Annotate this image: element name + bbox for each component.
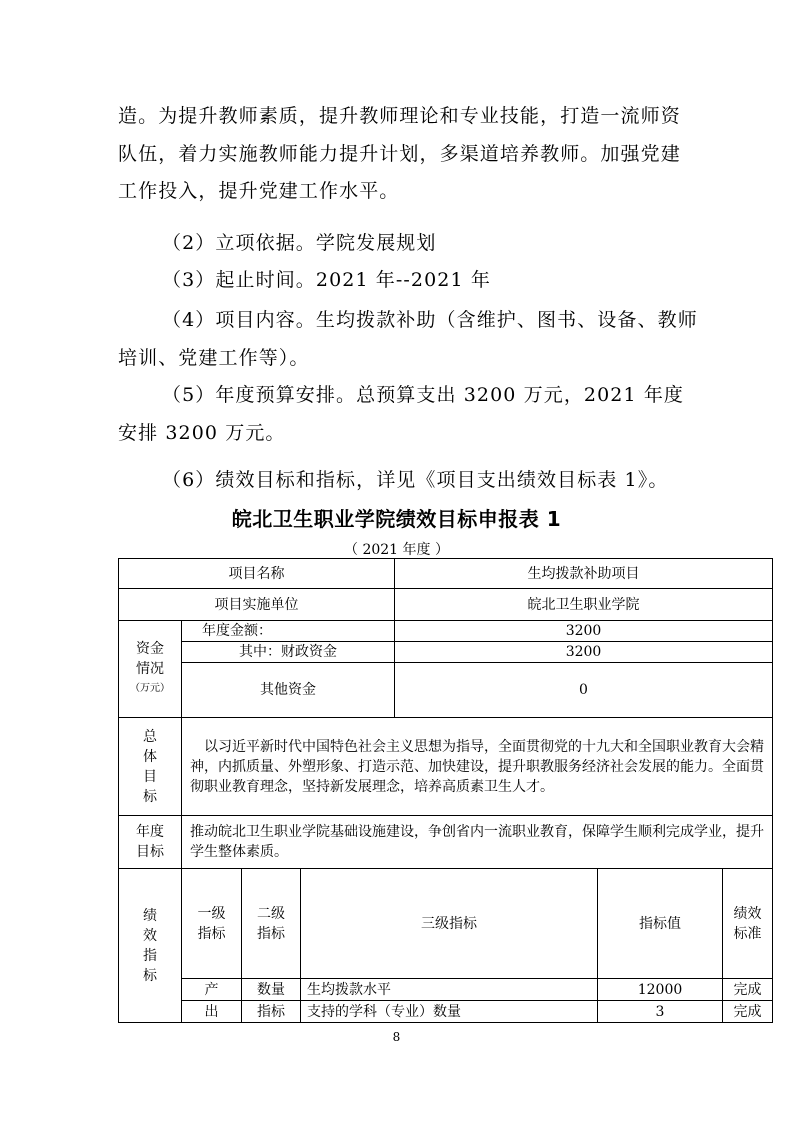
paragraph-annual-budget: （5）年度预算安排。总预算支出 3200 万元，2021 年度安排 3200 万元。 — [118, 384, 685, 444]
table-row — [119, 979, 773, 1001]
table-row — [119, 559, 773, 589]
header-standard: 绩效 标准 — [723, 869, 773, 979]
project-name-label: 项目名称 — [119, 559, 395, 589]
fiscal-funds-label: 其中：财政资金 — [182, 642, 395, 663]
annual-goal-label: 年度 目标 — [119, 816, 182, 869]
table-row — [119, 816, 773, 869]
performance-target-table — [118, 558, 773, 1023]
funds-label-cell — [119, 621, 182, 718]
row-value: 3 — [598, 1001, 723, 1023]
row-standard: 完成 — [723, 979, 773, 1001]
other-funds-value: 0 — [395, 663, 773, 718]
row-level1: 出 — [182, 1001, 242, 1023]
performance-indicators-label: 绩 效 指 标 — [119, 869, 182, 1023]
funds-label-line1: 资金 — [136, 641, 164, 657]
row-level2: 指标 — [242, 1001, 301, 1023]
row-level3: 生均拨款水平 — [301, 979, 598, 1001]
row-standard: 完成 — [723, 1001, 773, 1023]
table-row — [119, 589, 773, 621]
annual-amount-label: 年度金额： — [182, 621, 395, 642]
page-number: 8 — [392, 1030, 401, 1044]
paragraph-project-content: （4）项目内容。生均拨款补助（含维护、图书、设备、教师培训、党建工作等）。 — [118, 309, 698, 369]
row-value: 12000 — [598, 979, 723, 1001]
overall-goal-label: 总 体 目 标 — [119, 718, 182, 816]
table-header-row — [119, 869, 773, 979]
header-level2: 二级 指标 — [242, 869, 301, 979]
annual-goal-text: 推动皖北卫生职业学院基础设施建设，争创省内一流职业教育，保障学生顺利完成学业，提升学生整体素质。 — [182, 816, 773, 869]
project-name-value: 生均拨款补助项目 — [395, 559, 773, 589]
header-level1: 一级 指标 — [182, 869, 242, 979]
funds-unit: （万元） — [130, 683, 170, 694]
header-level3: 三级指标 — [301, 869, 598, 979]
implementing-unit-value: 皖北卫生职业学院 — [395, 589, 773, 621]
table-row — [119, 663, 773, 718]
paragraph-teacher-development: 造。为提升教师素质，提升教师理论和专业技能，打造一流师资队伍，着力实施教师能力提升计划，多渠道培养教师。加强党建工作投入，提升党建工作水平。 — [118, 105, 681, 202]
other-funds-label: 其他资金 — [182, 663, 395, 718]
row-level2: 数量 — [242, 979, 301, 1001]
annual-amount-value: 3200 — [395, 621, 773, 642]
paragraph-project-period: （3）起止时间。2021 年--2021 年 — [162, 269, 491, 291]
funds-label-line2: 情况 — [136, 661, 164, 677]
table-row — [119, 1001, 773, 1023]
overall-goal-text: 以习近平新时代中国特色社会主义思想为指导，全面贯彻党的十九大和全国职业教育大会精神，内抓质量、外塑形象、打造示范、加快建设，提升职教服务经济社会发展的能力。全面贯彻职业教育理念，坚持新发展理念，培养高质素卫生人才。 — [182, 718, 773, 816]
fiscal-funds-value: 3200 — [395, 642, 773, 663]
implementing-unit-label: 项目实施单位 — [119, 589, 395, 621]
table-year-note: （ 2021 年度 ） — [344, 542, 449, 558]
paragraph-performance-targets: （6）绩效目标和指标，详见《项目支出绩效目标表 1》。 — [162, 469, 669, 491]
row-level3: 支持的学科（专业）数量 — [301, 1001, 598, 1023]
row-level1: 产 — [182, 979, 242, 1001]
table-row — [119, 718, 773, 816]
table-row — [119, 642, 773, 663]
table-row — [119, 621, 773, 642]
table-title: 皖北卫生职业学院绩效目标申报表 1 — [231, 507, 562, 531]
header-value: 指标值 — [598, 869, 723, 979]
paragraph-project-basis: （2）立项依据。学院发展规划 — [162, 232, 437, 254]
